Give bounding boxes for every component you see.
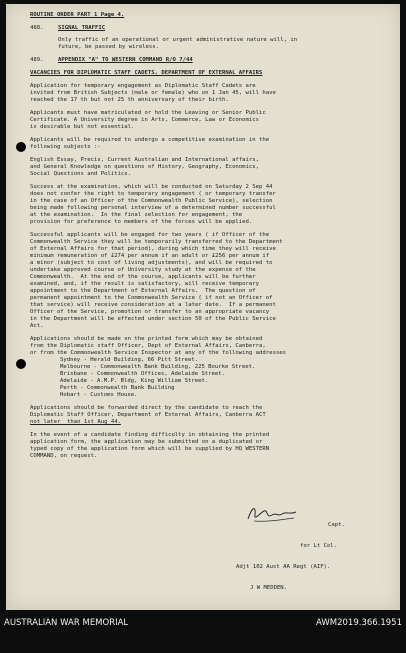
document-body: [30, 12, 394, 460]
text-line: is desirable but not essential.: [30, 124, 135, 130]
paragraph: [30, 336, 394, 357]
unit-line: Adjt 102 Aust AA Regt (AIF).: [236, 564, 331, 570]
text-line: permanent appointment to the Commonwealth Service ( if not an Officer of: [30, 295, 273, 301]
archive-footer: [0, 612, 406, 653]
document-subtitle: VACANCIES FOR DIPLOMATIC STAFF CADETS, DEPARTMENT OF EXTERNAL AFFAIRS: [30, 70, 263, 76]
text-line: provision for preference to members of the forces will be applied.: [30, 219, 253, 225]
paragraph: [30, 432, 394, 460]
section-488-body: [30, 37, 394, 51]
text-line: COMMAND, on request.: [30, 453, 98, 459]
paragraph: [30, 110, 394, 131]
text-line: examined, and, if the result is satisfactory, will receive temporary: [30, 281, 260, 287]
text-line: in the Department will be effected under section 50 of the Public Service: [30, 316, 276, 322]
text-line: does not confer the right to temporary engagement ( or temporary transfer: [30, 191, 276, 197]
section-489-title: [30, 57, 394, 64]
text-line: Successful applicants will be engaged for two years ( if Officer of the: [30, 232, 270, 238]
text-line: Only traffic of an operational or urgent administrative nature will, in: [58, 37, 298, 43]
section-488-title: [30, 25, 394, 32]
text-line: following subjects :-: [30, 144, 101, 150]
footer-institution: AUSTRALIAN WAR MEMORIAL: [4, 618, 129, 628]
text-line: a minor (subject to cost of living adjustments), and will be required to: [30, 260, 273, 266]
text-line: or from the Commonwealth Service Inspector at any of the following addresses: [30, 350, 286, 356]
address-line: Hobart - Customs House.: [60, 392, 138, 398]
text-line: Act.: [30, 323, 44, 329]
section-number: 488.: [30, 25, 44, 31]
address-list: [30, 357, 394, 399]
paragraph: [30, 137, 394, 151]
punch-hole: [16, 359, 26, 369]
paragraph: [30, 405, 394, 426]
name-line: J W MEDDEN.: [250, 585, 288, 591]
text-line: reached the 17 th but not 25 th anniversary of their birth.: [30, 97, 229, 103]
text-line: of External Affairs for that period), during which time they will receive: [30, 246, 276, 252]
paragraph: [30, 184, 394, 226]
text-line: future, be passed by wireless.: [58, 44, 160, 50]
text-line: Social Questions and Politics.: [30, 171, 132, 177]
text-line: Applicants will be required to undergo a competitive examination in the: [30, 137, 270, 143]
text-line: Applications should be made on the printed form which may be obtained: [30, 336, 263, 342]
signature-block: [236, 508, 345, 606]
text-line: Success at the examination, which will be conducted on Saturday 2 Sep 44: [30, 184, 273, 190]
text-line: In the event of a candidate finding difficulty in obtaining the printed: [30, 432, 270, 438]
punch-hole: [16, 142, 26, 152]
rank-line: for Lt Col.: [300, 543, 338, 549]
text-line: Application for temporary engagement as Diplomatic Staff Cadets are: [30, 83, 256, 89]
text-line: Diplomatic Staff Officer, Department of External Affairs, Canberra ACT: [30, 412, 266, 418]
text-line: appointment to the Department of External Affairs. The question of: [30, 288, 256, 294]
text-line: Applications should be forwarded direct by the candidate to reach the: [30, 405, 263, 411]
text-line: Commonwealth. At the end of the course, applicants will be further: [30, 274, 256, 280]
footer-accession-number: AWM2019.366.1951: [316, 618, 402, 628]
paragraph: [30, 83, 394, 104]
text-line: at the examination. In the final selection for engagement, the: [30, 212, 243, 218]
section-heading: APPENDIX "A" TO WESTERN COMMAND R/O 7/44: [58, 57, 193, 63]
section-heading: SIGNAL TRAFFIC: [58, 25, 106, 31]
paragraph: [30, 232, 394, 330]
document-page: [6, 4, 400, 610]
text-line: Commonwealth Service they will be temporarily transferred to the Department: [30, 239, 283, 245]
text-line: undertake approved course of University study at the expense of the: [30, 267, 256, 273]
address-line: Perth - Commonwealth Bank Building: [60, 385, 175, 391]
text-line: Officer of the Service, promotion or transfer to an appropriate vacancy: [30, 309, 270, 315]
text-line: being made following personal interview of a determined number successful: [30, 205, 276, 211]
text-line: invited from British Subjects (male or female) who on 1 Jan 45, will have: [30, 90, 276, 96]
text-line: in the case of an Officer of the Commonwealth Public Service), selection: [30, 198, 273, 204]
text-line: typed copy of the application form which will be supplied by HQ WESTERN: [30, 446, 270, 452]
address-line: Adelaide - A.M.P. Bldg, King William Street.: [60, 378, 209, 384]
text-line: Certificate. A University degree in Arts, Commerce, Law or Economics: [30, 117, 260, 123]
text-line: English Essay, Precis, Current Australian and International affairs,: [30, 157, 260, 163]
address-line: Brisbane - Commonwealth Offices, Adelaide Street.: [60, 371, 226, 377]
rank-line: Capt.: [328, 522, 345, 528]
text-line: from the Diplomatic staff Officer, Dept of External Affairs, Canberra,: [30, 343, 266, 349]
address-line: Melbourne - Commonwealth Bank Building, 225 Bourke Street.: [60, 364, 256, 370]
text-line: not later than 1st Aug 44.: [30, 419, 121, 425]
subjects-list: [30, 157, 394, 178]
text-line: and General Knowledge on questions of History, Geography, Economics,: [30, 164, 260, 170]
text-line: minimum remuneration of £274 per annum if an adult or £256 per annum if: [30, 253, 270, 259]
page-header: ROUTINE ORDER PART 1 Page 4.: [30, 12, 125, 18]
section-number: 489.: [30, 57, 44, 63]
text-line: that service) will receive consideration at a later date. If a permanent: [30, 302, 276, 308]
text-line: Applicants must have matriculated or hold the Leaving or Senior Public: [30, 110, 266, 116]
address-line: Sydney - Herald Building, 66 Pitt Street.: [60, 357, 199, 363]
text-line: application form, the application may be submitted on a duplicated or: [30, 439, 263, 445]
